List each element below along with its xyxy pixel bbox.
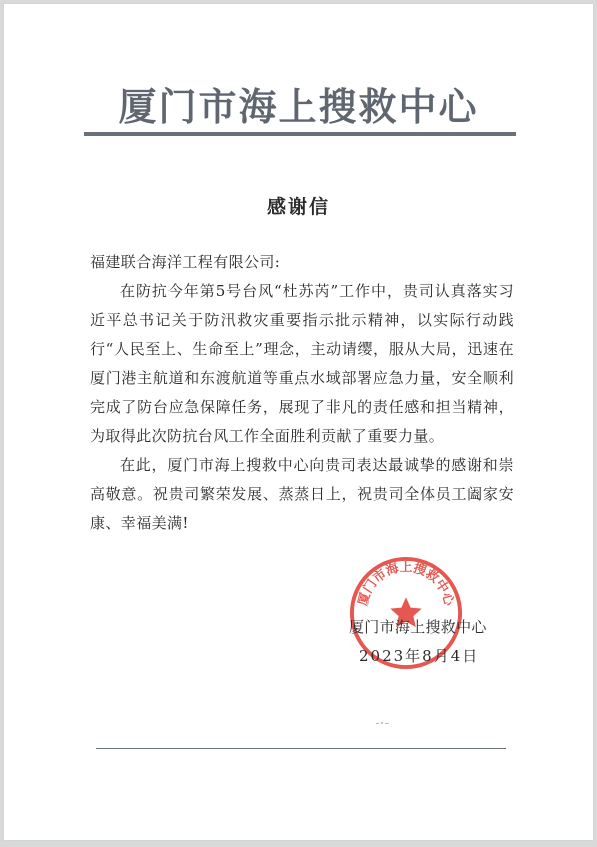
seal-text: 厦门市海上搜救中心: [355, 560, 457, 608]
scan-speck: [376, 722, 390, 725]
salutation: 福建联合海洋工程有限公司:: [90, 253, 281, 271]
letterhead-rule: [84, 132, 516, 136]
signature-org: 厦门市海上搜救中心: [349, 618, 487, 636]
letter-body: [90, 248, 514, 538]
letter-title: 感谢信: [266, 196, 330, 218]
letterhead-title: 厦门市海上搜救中心: [118, 85, 479, 129]
body-paragraph-1: 在防抗今年第5号台风“杜苏芮”工作中，贵司认真落实习近平总书记关于防汛救灾重要指示批示精神，以实际行动践行“人民至上、生命至上”理念，主动请缨，服从大局，迅速在厦门港主航道和东渡航道等重点水域部署应急力量，安全顺利完成了防台应急保障任务，展现了非凡的责任感和担当精神，为取得此次防抗台风工作全面胜利贡献了重要力量。: [90, 282, 514, 445]
signature-date: 2023年8月4日: [359, 647, 480, 665]
letter-page: [3, 3, 594, 841]
footer-rule: [96, 748, 506, 749]
body-paragraph-2: 在此，厦门市海上搜救中心向贵司表达最诚挚的感谢和崇高敬意。祝贵司繁荣发展、蒸蒸日上，祝贵司全体员工阖家安康、幸福美满!: [90, 456, 514, 532]
